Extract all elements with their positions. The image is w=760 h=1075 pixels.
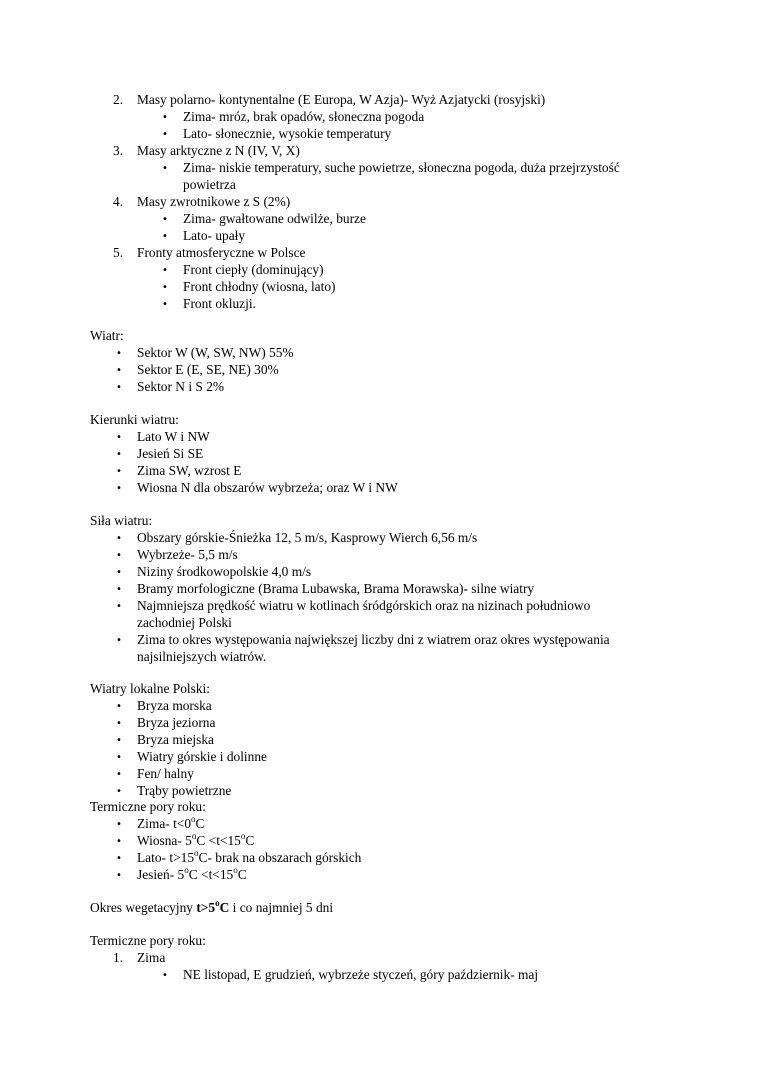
- list-item: Bramy morfologiczne (Brama Lubawska, Brama Morawska)- silne wiatry: [137, 581, 535, 596]
- bullet-icon: •: [162, 163, 168, 174]
- list-item: Zima: [137, 950, 166, 965]
- list-item: Obszary górskie-Śnieżka 12, 5 m/s, Kasprowy Wierch 6,56 m/s: [137, 530, 478, 545]
- list-item-continuation: zachodniej Polski: [137, 615, 232, 630]
- list-item: Bryza morska: [137, 698, 212, 713]
- list-item: Front chłodny (wiosna, lato): [183, 279, 336, 294]
- list-number: 1.: [113, 950, 124, 965]
- list-item: Lato- upały: [183, 228, 246, 243]
- bullet-icon: •: [116, 735, 122, 746]
- bullet-icon: •: [116, 786, 122, 797]
- list-item: Masy zwrotnikowe z S (2%): [137, 194, 291, 209]
- bullet-icon: •: [116, 550, 122, 561]
- list-item: Bryza jeziorna: [137, 715, 216, 730]
- list-item-continuation: powietrza: [183, 177, 236, 192]
- list-item-jesien: Jesień- $5^oC <t<15^oC$: [137, 865, 247, 882]
- list-item-wiosna: Wiosna- $5^oC <t<15^oC$: [137, 831, 255, 848]
- list-item: Wybrzeże- 5,5 m/s: [137, 547, 238, 562]
- list-item: Fronty atmosferyczne w Polsce: [137, 245, 306, 260]
- bullet-icon: •: [116, 752, 122, 763]
- bullet-icon: •: [116, 466, 122, 477]
- list-item: Zima SW, wzrost E: [137, 463, 242, 478]
- list-item: Zima- niskie temperatury, suche powietrze, słoneczna pogoda, duża przejrzystość: [183, 160, 620, 175]
- list-item: Wiosna N dla obszarów wybrzeża; oraz W i NW: [137, 480, 398, 495]
- bullet-icon: •: [116, 870, 122, 881]
- list-item-continuation: najsilniejszych wiatrów.: [137, 649, 267, 664]
- bullet-icon: •: [116, 483, 122, 494]
- section-heading: Kierunki wiatru:: [90, 412, 179, 427]
- section-heading: Wiatry lokalne Polski:: [90, 681, 210, 696]
- bullet-icon: •: [116, 819, 122, 830]
- section-heading: Termiczne pory roku:: [90, 799, 206, 814]
- list-item-zima: Zima- $t<0^oC$: [137, 814, 205, 831]
- list-item: Bryza miejska: [137, 732, 214, 747]
- bullet-icon: •: [162, 299, 168, 310]
- list-item: NE listopad, E grudzień, wybrzeże styczeń, góry październik- maj: [183, 967, 539, 982]
- list-item: Jesień Si SE: [137, 446, 204, 461]
- list-number: 2.: [113, 92, 124, 107]
- bullet-icon: •: [162, 265, 168, 276]
- bullet-icon: •: [116, 348, 122, 359]
- bullet-icon: •: [116, 853, 122, 864]
- list-item: Front ciepły (dominujący): [183, 262, 324, 277]
- list-item: Masy polarno- kontynentalne (E Europa, W Azja)- Wyż Azjatycki (rosyjski): [137, 92, 546, 107]
- bullet-icon: •: [116, 836, 122, 847]
- list-item: Masy arktyczne z N (IV, V, X): [137, 143, 300, 158]
- bullet-icon: •: [162, 112, 168, 123]
- bullet-icon: •: [116, 635, 122, 646]
- list-item: Front okluzji.: [183, 296, 256, 311]
- list-item: Fen/ halny: [137, 766, 194, 781]
- section-heading: Wiatr:: [90, 328, 124, 343]
- bullet-icon: •: [162, 282, 168, 293]
- list-item-lato: Lato- $t>15^oC-$ brak na obszarach górskich: [137, 848, 362, 865]
- list-number: 5.: [113, 245, 124, 260]
- list-number: 3.: [113, 143, 124, 158]
- vegetation-period-line: Okres wegetacyjny $t>5^oC$ i co najmniej 5 dni: [90, 898, 334, 915]
- list-item: Lato- słonecznie, wysokie temperatury: [183, 126, 392, 141]
- list-item: Zima- mróz, brak opadów, słoneczna pogoda: [183, 109, 425, 124]
- list-item: Trąby powietrzne: [137, 783, 232, 798]
- list-item: Lato W i NW: [137, 429, 210, 444]
- list-item: Wiatry górskie i dolinne: [137, 749, 267, 764]
- bullet-icon: •: [116, 701, 122, 712]
- bullet-icon: •: [116, 365, 122, 376]
- section-heading: Termiczne pory roku:: [90, 933, 206, 948]
- list-item: Najmniejsza prędkość wiatru w kotlinach śródgórskich oraz na nizinach południowo: [137, 598, 591, 613]
- bullet-icon: •: [116, 382, 122, 393]
- bullet-icon: •: [116, 432, 122, 443]
- bullet-icon: •: [162, 231, 168, 242]
- list-item: Sektor N i S 2%: [137, 379, 225, 394]
- bullet-icon: •: [116, 567, 122, 578]
- bullet-icon: •: [162, 970, 168, 981]
- list-item: Niziny środkowopolskie 4,0 m/s: [137, 564, 312, 579]
- bullet-icon: •: [116, 718, 122, 729]
- bullet-icon: •: [162, 129, 168, 140]
- section-heading: Siła wiatru:: [90, 513, 153, 528]
- list-number: 4.: [113, 194, 124, 209]
- bullet-icon: •: [116, 584, 122, 595]
- bullet-icon: •: [162, 214, 168, 225]
- list-item: Zima to okres występowania największej liczby dni z wiatrem oraz okres występowania: [137, 632, 610, 647]
- bullet-icon: •: [116, 449, 122, 460]
- bullet-icon: •: [116, 769, 122, 780]
- list-item: Zima- gwałtowane odwilże, burze: [183, 211, 366, 226]
- bullet-icon: •: [116, 533, 122, 544]
- list-item: Sektor E (E, SE, NE) 30%: [137, 362, 279, 377]
- bullet-icon: •: [116, 601, 122, 612]
- list-item: Sektor W (W, SW, NW) 55%: [137, 345, 294, 360]
